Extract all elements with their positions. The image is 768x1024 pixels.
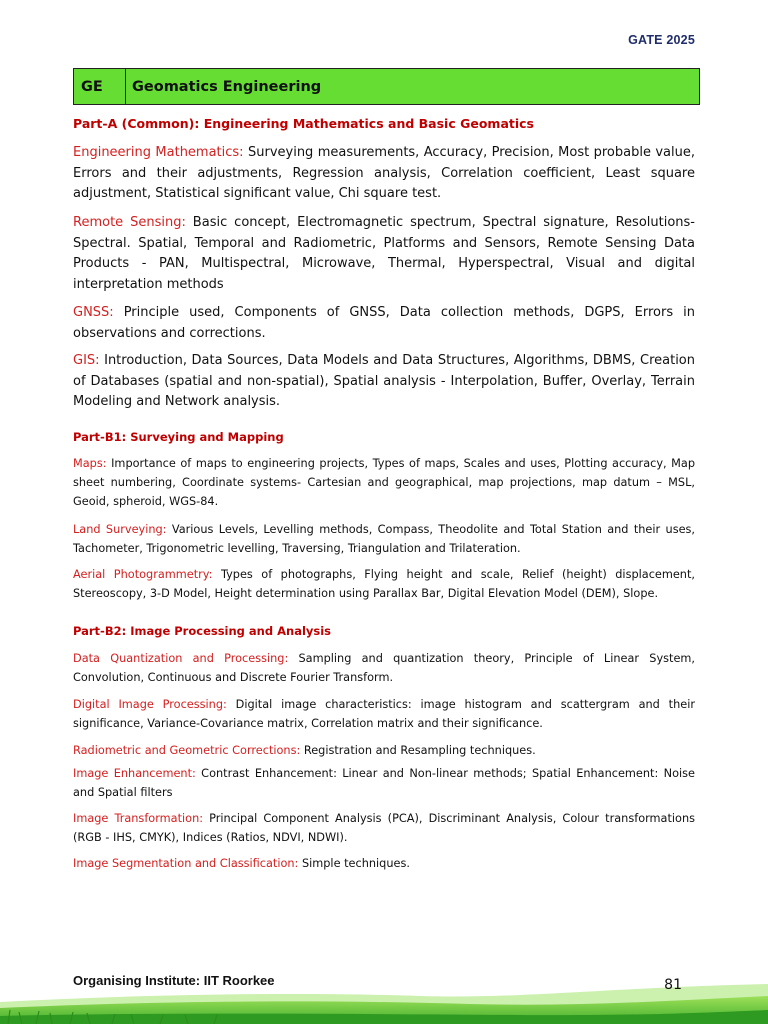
syllabus-text: Contrast Enhancement: Linear and Non-linear methods; Spatial Enhancement: Noise and Spatial filters — [73, 767, 695, 799]
syllabus-text: Simple techniques. — [298, 857, 410, 870]
syllabus-item-radiometric-corrections — [73, 741, 695, 760]
syllabus-item-data-quantization — [73, 649, 695, 687]
syllabus-term: Image Transformation: — [73, 812, 204, 825]
syllabus-text: Sampling and quantization theory, Principle of Linear System, Convolution, Continuous and Discrete Fourier Transform. — [73, 652, 695, 684]
part-b2-heading: Part-B2: Image Processing and Analysis — [73, 624, 332, 638]
syllabus-item-image-transformation — [73, 809, 695, 847]
syllabus-item-gis — [73, 351, 695, 413]
syllabus-term: GNSS: — [73, 305, 114, 320]
subject-name: Geomatics Engineering — [132, 78, 322, 95]
syllabus-text: Types of photographs, Flying height and scale, Relief (height) displacement, Stereoscopy, 3-D Model, Height determination using Parallax Bar, Digital Elevation Model (DEM), Slope. — [73, 568, 695, 600]
syllabus-item-digital-image-processing — [73, 695, 695, 733]
syllabus-term: GIS: — [73, 353, 100, 368]
syllabus-term: Radiometric and Geometric Corrections: — [73, 744, 301, 757]
syllabus-term: Engineering Mathematics: — [73, 145, 244, 160]
syllabus-item-land-surveying — [73, 520, 695, 558]
syllabus-item-aerial-photogrammetry — [73, 565, 695, 603]
syllabus-text: Importance of maps to engineering projects, Types of maps, Scales and uses, Plotting accuracy, Map sheet numbering, Coordinate systems- Cartesian and geographical, map projections, map datum – MSL, Geoid, spheroid, WGS-84. — [73, 457, 695, 508]
syllabus-term: Digital Image Processing: — [73, 698, 227, 711]
part-a-heading: Part-A (Common): Engineering Mathematics and Basic Geomatics — [73, 116, 534, 131]
syllabus-text: Principal Component Analysis (PCA), Discriminant Analysis, Colour transformations (RGB - IHS, CMYK), Indices (Ratios, NDVI, NDWI). — [73, 812, 695, 844]
syllabus-term: Remote Sensing: — [73, 215, 186, 230]
syllabus-item-gnss — [73, 303, 695, 344]
syllabus-text: Introduction, Data Sources, Data Models and Data Structures, Algorithms, DBMS, Creation of Databases (spatial and non-spatial), Spatial analysis - Interpolation, Buffer, Overlay, Terrain Modeling and Network analysis. — [73, 353, 695, 410]
part-b1-heading: Part-B1: Surveying and Mapping — [73, 430, 284, 444]
syllabus-text: Registration and Resampling techniques. — [300, 744, 536, 757]
syllabus-item-engineering-mathematics — [73, 143, 695, 205]
syllabus-term: Data Quantization and Processing: — [73, 652, 289, 665]
syllabus-item-maps — [73, 454, 695, 511]
syllabus-text: Various Levels, Levelling methods, Compass, Theodolite and Total Station and their uses, Tachometer, Trigonometric levelling, Traversing, Triangulation and Trilateration. — [73, 523, 696, 555]
syllabus-term: Aerial Photogrammetry: — [73, 568, 213, 581]
syllabus-text: Surveying measurements, Accuracy, Precision, Most probable value, Errors and their adjustments, Regression analysis, Correlation coefficient, Least square adjustment, Statistical significant value, Chi square test. — [73, 145, 696, 202]
organising-institute: Organising Institute: IIT Roorkee — [73, 973, 275, 988]
syllabus-item-remote-sensing — [73, 213, 695, 296]
subject-table — [73, 68, 700, 105]
syllabus-item-image-enhancement — [73, 764, 695, 802]
syllabus-text: Basic concept, Electromagnetic spectrum, Spectral signature, Resolutions- Spectral. Spatial, Temporal and Radiometric, Platforms and Sensors, Remote Sensing Data Products - PAN, Multispectral, Microwave, Thermal, Hyperspectral, Visual and digital interpretation methods — [73, 215, 695, 293]
syllabus-text: Digital image characteristics: image histogram and scattergram and their significance, Variance-Covariance matrix, Correlation matrix and their significance. — [73, 698, 695, 730]
syllabus-text: Principle used, Components of GNSS, Data collection methods, DGPS, Errors in observations and corrections. — [73, 305, 695, 341]
syllabus-term: Image Segmentation and Classification: — [73, 857, 299, 870]
subject-code: GE — [74, 69, 126, 104]
syllabus-item-image-segmentation — [73, 854, 695, 873]
syllabus-term: Maps: — [73, 457, 107, 470]
syllabus-term: Land Surveying: — [73, 523, 167, 536]
syllabus-term: Image Enhancement: — [73, 767, 196, 780]
page-number: 81 — [664, 977, 682, 993]
exam-header: GATE 2025 — [628, 33, 695, 47]
